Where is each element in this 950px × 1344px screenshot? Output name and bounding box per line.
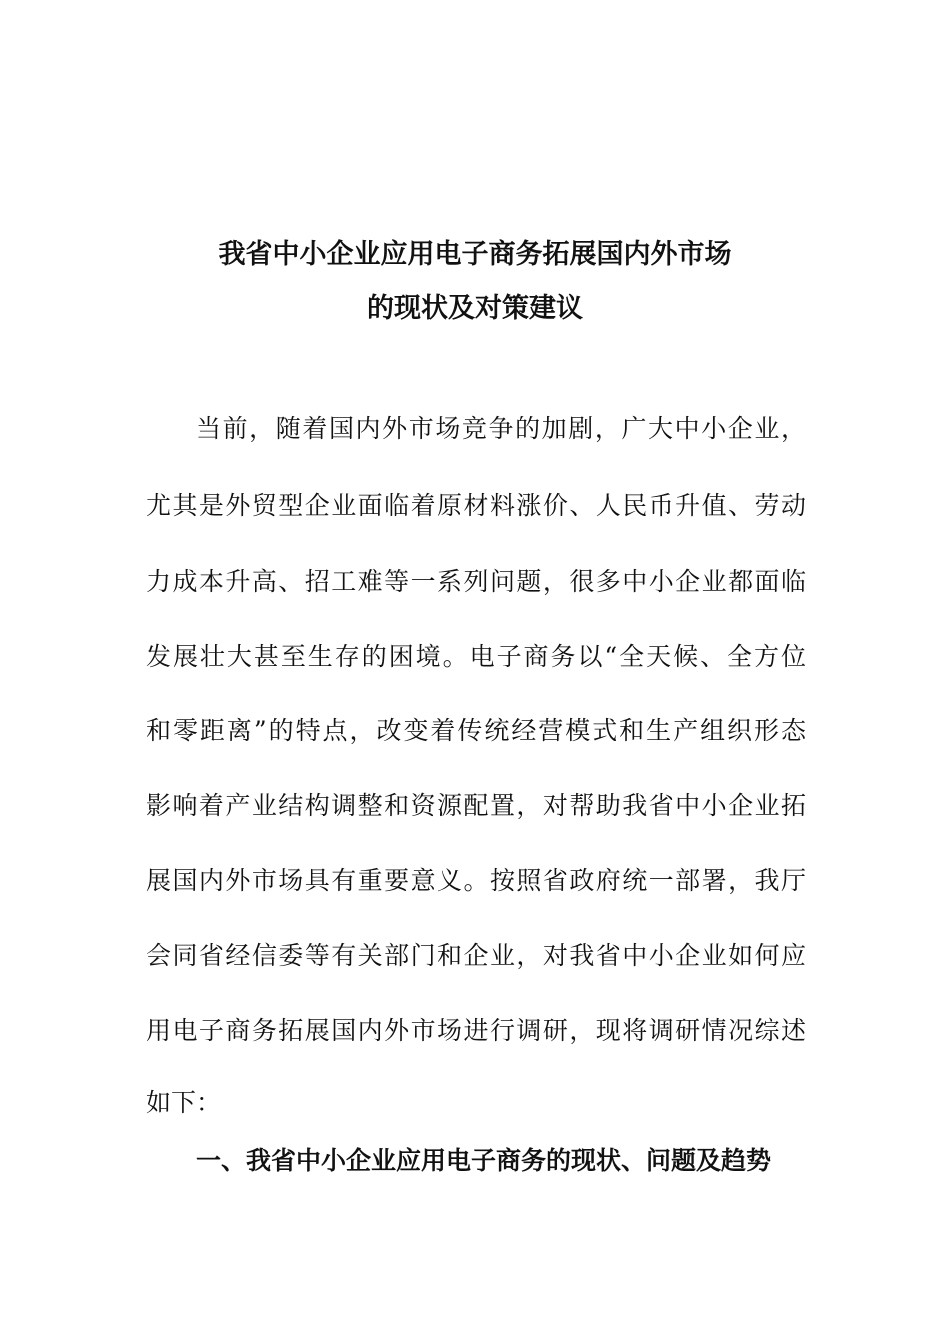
paragraph-line: 展国内外市场具有重要意义。按照省政府统一部署，我厅 <box>146 866 806 895</box>
paragraph-line: 影响着产业结构调整和资源配置，对帮助我省中小企业拓 <box>146 791 806 820</box>
document-title-line-2: 的现状及对策建议 <box>367 293 583 324</box>
paragraph-line: 会同省经信委等有关部门和企业，对我省中小企业如何应 <box>146 941 806 970</box>
paragraph-line: 发展壮大甚至生存的困境。电子商务以“全天候、全方位 <box>146 642 806 671</box>
paragraph-line: 当前，随着国内外市场竞争的加剧，广大中小企业， <box>196 414 806 443</box>
section-heading: 一、我省中小企业应用电子商务的现状、问题及趋势 <box>196 1146 772 1175</box>
paragraph-line: 用电子商务拓展国内外市场进行调研，现将调研情况综述 <box>146 1016 806 1045</box>
document-title-line-1: 我省中小企业应用电子商务拓展国内外市场 <box>218 239 732 270</box>
paragraph-line: 如下： <box>146 1088 222 1117</box>
paragraph-line: 力成本升高、招工难等一系列问题，很多中小企业都面临 <box>146 567 806 596</box>
paragraph-line: 和零距离”的特点，改变着传统经营模式和生产组织形态 <box>146 716 806 745</box>
paragraph-line: 尤其是外贸型企业面临着原材料涨价、人民币升值、劳动 <box>146 491 806 520</box>
